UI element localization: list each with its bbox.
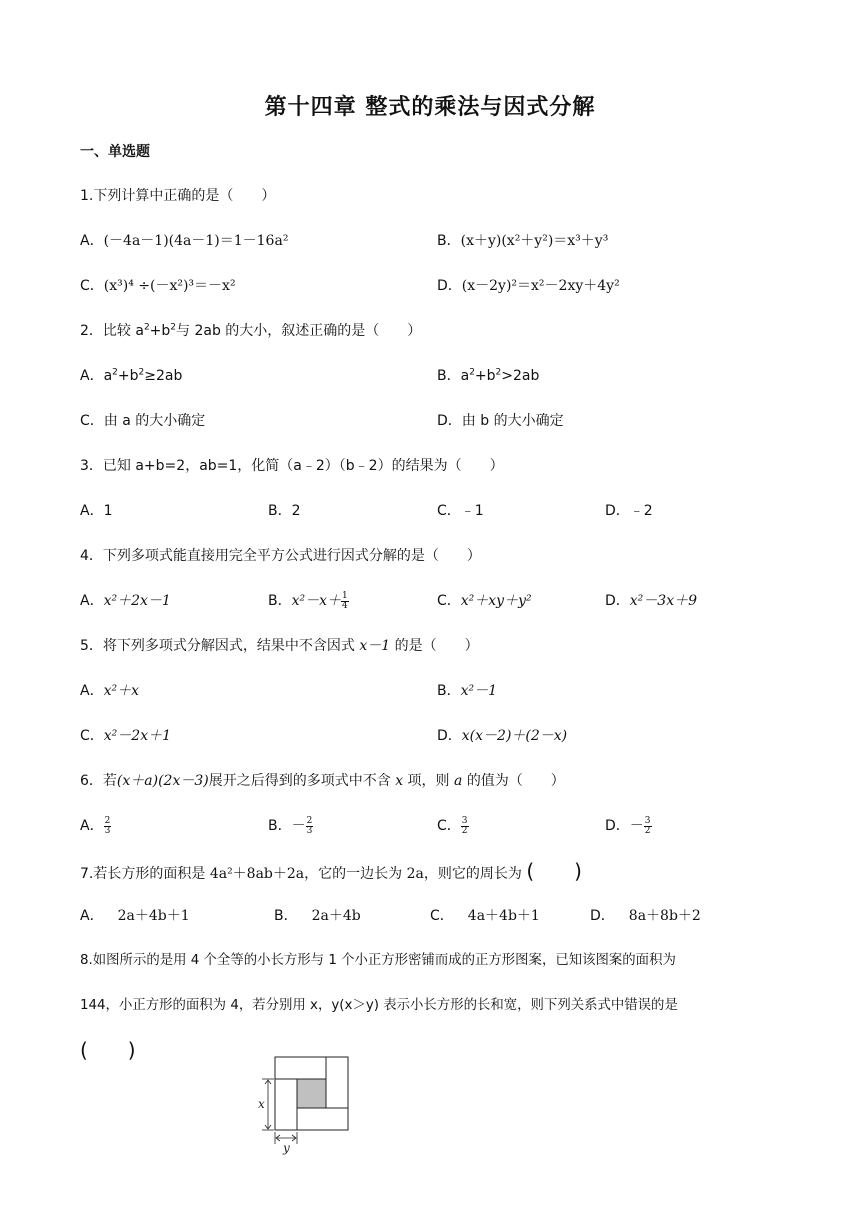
stem-math: a xyxy=(454,773,463,789)
square-tiling-figure xyxy=(250,1050,360,1155)
stem-math: 2a xyxy=(406,866,424,882)
fraction-numerator: 1 xyxy=(342,590,348,601)
superscript: 2 xyxy=(143,322,150,333)
option-label: B． xyxy=(437,683,461,699)
option-label: D． xyxy=(437,278,462,294)
fraction-numerator: 3 xyxy=(644,815,651,826)
question-4-stem: 4．下列多项式能直接用完全平方公式进行因式分解的是（ ） xyxy=(80,548,481,564)
label-x: x xyxy=(258,1097,265,1111)
option-math: x²－3x＋9 xyxy=(629,593,697,609)
fraction xyxy=(104,817,112,836)
fraction-numerator: 2 xyxy=(306,815,313,826)
fraction xyxy=(461,817,469,836)
option-math: x²－1 xyxy=(460,683,498,699)
superscript: 2 xyxy=(495,367,502,378)
stem-math: x xyxy=(395,773,404,789)
superscript: 2 xyxy=(170,322,177,333)
q3-option-c[interactable]: C．﹣1 xyxy=(437,503,484,519)
q4-option-c[interactable] xyxy=(437,591,532,611)
option-text: >2ab xyxy=(501,368,540,384)
stem-math: 4a²＋8ab＋2a xyxy=(209,866,305,882)
q1-option-d[interactable] xyxy=(437,276,620,296)
q7-option-c[interactable] xyxy=(430,906,540,926)
fraction-denominator: 2 xyxy=(461,825,468,836)
option-label: A． xyxy=(80,908,104,924)
option-label: D． xyxy=(605,593,630,609)
question-7-stem xyxy=(80,861,582,884)
stem-part: 的是（ ） xyxy=(394,638,479,654)
q2-option-d[interactable]: D．由 b 的大小确定 xyxy=(437,413,564,429)
option-math: x²＋2x－1 xyxy=(103,593,171,609)
q5-option-d[interactable] xyxy=(437,726,567,746)
fraction-denominator: 2 xyxy=(644,825,651,836)
q7-option-a[interactable] xyxy=(80,906,190,926)
q6-option-a[interactable] xyxy=(80,816,111,836)
option-math: (x＋y)(x²＋y²)＝x³＋y³ xyxy=(460,233,609,249)
option-label: A． xyxy=(80,818,104,834)
q5-option-b[interactable] xyxy=(437,681,497,701)
fraction-denominator: 3 xyxy=(104,825,111,836)
stem-part: 6．若 xyxy=(80,773,117,789)
q5-option-a[interactable] xyxy=(80,681,139,701)
q1-option-c[interactable] xyxy=(80,276,236,296)
stem-math: x－1 xyxy=(359,638,391,654)
fraction xyxy=(341,592,349,611)
option-label: A． xyxy=(80,593,104,609)
q4-option-d[interactable] xyxy=(605,591,697,611)
option-math: x²－2x＋1 xyxy=(103,728,171,744)
option-math: 8a＋8b＋2 xyxy=(628,908,701,924)
stem-part: +b xyxy=(149,323,171,339)
option-label: D． xyxy=(437,728,462,744)
question-8-line-1: 8.如图所示的是用 4 个全等的小长方形与 1 个小正方形密铺而成的正方形图案，已知该图案的面积为 xyxy=(80,953,676,968)
option-label: C． xyxy=(80,278,104,294)
q3-option-d[interactable]: D．﹣2 xyxy=(605,503,653,519)
stem-part: 项，则 xyxy=(407,773,450,789)
q2-option-b[interactable] xyxy=(437,366,539,386)
stem-part: 与 2ab 的大小，叙述正确的是（ ） xyxy=(176,323,422,339)
option-text: ≥2ab xyxy=(144,368,183,384)
superscript: 2 xyxy=(469,367,475,378)
option-math: x²－x＋ xyxy=(291,593,342,609)
q6-option-c[interactable] xyxy=(437,816,469,836)
stem-part: 的值为（ ） xyxy=(466,773,565,789)
fraction-numerator: 3 xyxy=(461,815,468,826)
stem-part: 展开之后得到的多项式中不含 xyxy=(208,773,391,789)
q1-option-b[interactable] xyxy=(437,231,608,251)
question-5-stem xyxy=(80,636,479,656)
option-math: (x³)⁴ ÷(－x²)³＝－x² xyxy=(103,278,236,294)
fraction-denominator: 4 xyxy=(342,600,348,611)
option-math: x²＋xy＋y² xyxy=(460,593,532,609)
option-label: D．－ xyxy=(605,818,644,834)
option-label: C． xyxy=(80,728,104,744)
question-2-stem xyxy=(80,321,421,341)
option-label: A． xyxy=(80,683,104,699)
option-label: A． xyxy=(80,233,104,249)
answer-parentheses: ( ) xyxy=(526,859,582,883)
option-label: C． xyxy=(437,593,461,609)
q4-option-b[interactable] xyxy=(268,591,349,611)
q1-option-a[interactable] xyxy=(80,231,288,251)
stem-part: ，它的一边长为 xyxy=(304,866,403,882)
option-math: (－4a－1)(4a－1)＝1－16a² xyxy=(103,233,289,249)
stem-math: (x＋a)(2x－3) xyxy=(116,773,209,789)
option-label: C． xyxy=(437,818,461,834)
fraction xyxy=(644,817,652,836)
page-title: 第十四章 整式的乘法与因式分解 xyxy=(264,95,596,120)
option-math: 2a＋4b xyxy=(311,908,361,924)
option-label: D． xyxy=(590,908,615,924)
option-label: B． xyxy=(268,593,292,609)
q2-option-a[interactable] xyxy=(80,366,182,386)
q3-option-a[interactable]: A．1 xyxy=(80,503,113,519)
option-math: 4a＋4b＋1 xyxy=(467,908,540,924)
question-6-stem xyxy=(80,771,565,791)
option-text: A．a xyxy=(80,368,113,384)
superscript: 2 xyxy=(138,367,145,378)
option-label: B． xyxy=(437,233,461,249)
stem-part: 7.若长方形的面积是 xyxy=(80,866,206,882)
fraction xyxy=(306,817,314,836)
option-label: B．－ xyxy=(268,818,306,834)
option-text: +b xyxy=(117,368,139,384)
option-label: C． xyxy=(430,908,454,924)
fraction-denominator: 3 xyxy=(306,825,313,836)
q7-option-d[interactable] xyxy=(590,906,701,926)
q6-option-b[interactable] xyxy=(268,816,313,836)
option-text: +b xyxy=(474,368,496,384)
stem-part: ，则它的周长为 xyxy=(423,866,522,882)
option-math: (x－2y)²＝x²－2xy＋4y² xyxy=(461,278,620,294)
small-square xyxy=(297,1079,326,1108)
label-y: y xyxy=(283,1141,290,1155)
q7-option-b[interactable] xyxy=(274,906,361,926)
option-math: x(x－2)＋(2－x) xyxy=(461,728,568,744)
option-text: B．a xyxy=(437,368,470,384)
q4-option-a[interactable] xyxy=(80,591,171,611)
question-8-line-2: 144，小正方形的面积为 4，若分别用 x，y(x＞y) 表示小长方形的长和宽，则下列关系式中错误的是 xyxy=(80,998,678,1013)
option-math: 2a＋4b＋1 xyxy=(117,908,190,924)
question-1-stem: 1.下列计算中正确的是（ ） xyxy=(80,188,276,204)
fraction-numerator: 2 xyxy=(104,815,111,826)
q3-option-b[interactable]: B．2 xyxy=(268,503,301,519)
option-math: x²＋x xyxy=(103,683,139,699)
q6-option-d[interactable] xyxy=(605,816,652,836)
superscript: 2 xyxy=(112,367,118,378)
option-label: B． xyxy=(274,908,298,924)
stem-part: 2．比较 a xyxy=(80,323,144,339)
q2-option-c[interactable]: C．由 a 的大小确定 xyxy=(80,413,206,429)
stem-part: 5．将下列多项式分解因式，结果中不含因式 xyxy=(80,638,355,654)
q5-option-c[interactable] xyxy=(80,726,171,746)
section-heading: 一、单选题 xyxy=(80,144,150,160)
answer-parentheses: ( ) xyxy=(80,1038,136,1062)
question-3-stem: 3．已知 a+b=2，ab=1，化简（a﹣2）（b﹣2）的结果为（ ） xyxy=(80,458,504,474)
